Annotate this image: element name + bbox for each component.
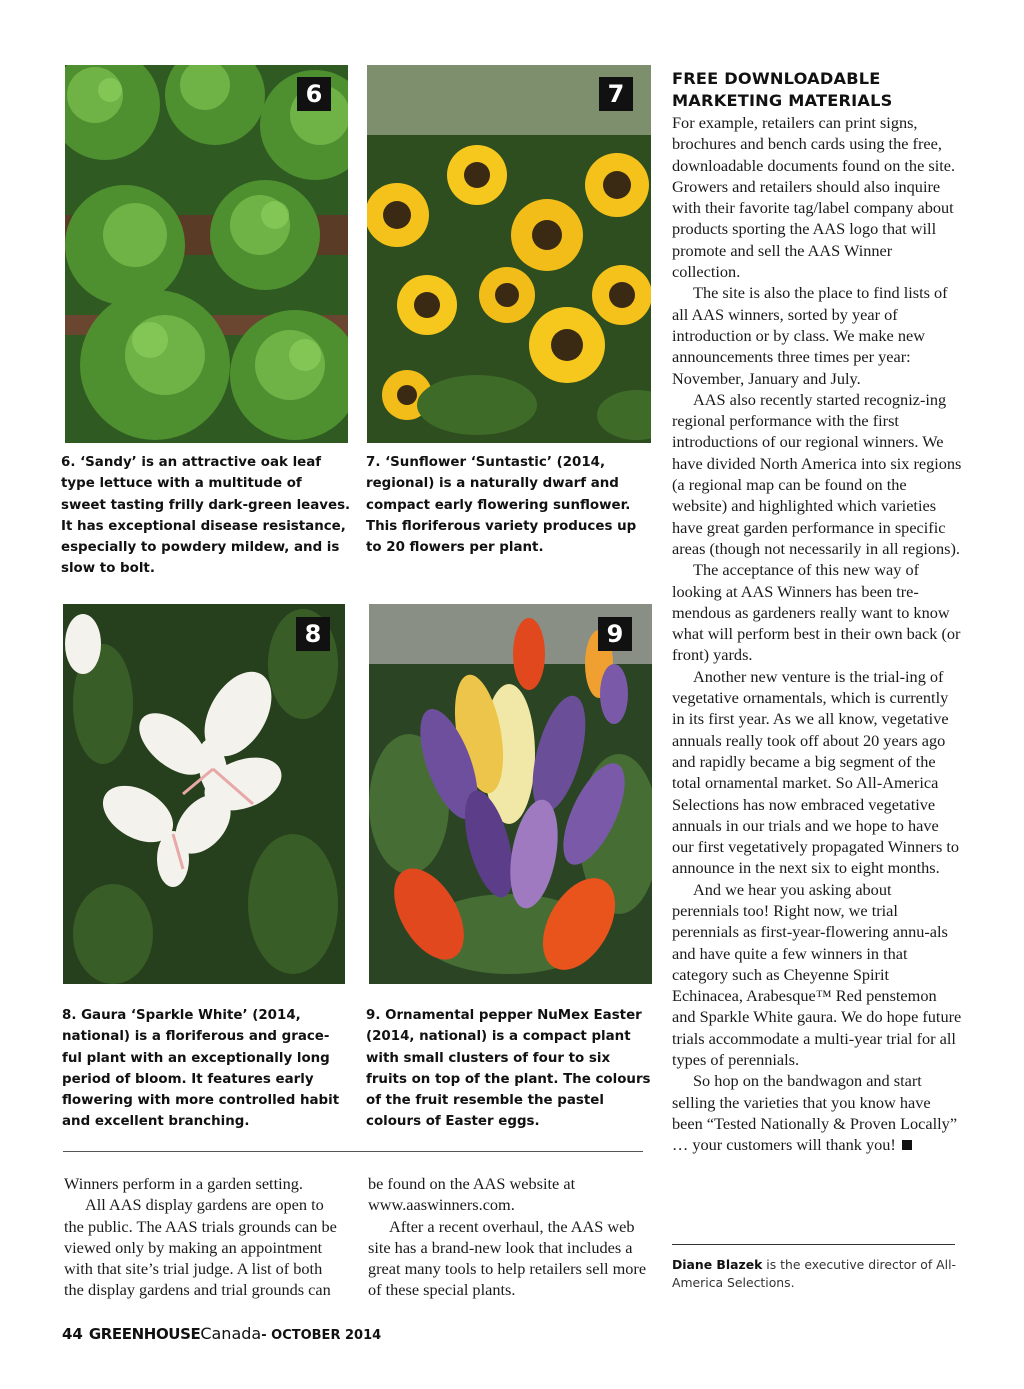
paragraph: The site is also the place to find lists of all AAS winners, sorted by year of introduction or by class. We make new announcements three times per year: November, January and July. (672, 283, 948, 388)
paragraph: Winners perform in a garden setting. (64, 1174, 303, 1193)
paragraph: All AAS display gardens are open to the public. The AAS trials grounds can be viewed only by making an appointment with that site’s trial judge. A list of both the display gardens and trial grounds can (64, 1195, 337, 1300)
paragraph: be found on the AAS website at www.aaswinners.com. (368, 1174, 576, 1215)
author-bio (672, 1256, 962, 1292)
photo-number-badge: 6 (297, 77, 331, 111)
article-column-right (672, 112, 962, 1156)
photo-caption: 7. ‘Sunflower ‘Suntastic’ (2014, regional) is a naturally dwarf and compact early flowering sunflower. This floriferous variety produces up to 20 flowers per plant. (366, 455, 637, 556)
magazine-name: GREENHOUSE (88, 1325, 201, 1343)
photo-caption: 6. ‘Sandy’ is an attractive oak leaf type lettuce with a multitude of sweet tasting frilly dark-green leaves. It has exceptional disease resistance, especially to powdery mildew, and is slow to bolt. (61, 455, 351, 577)
page-number: 44 (62, 1325, 83, 1343)
paragraph: After a recent overhaul, the AAS web site has a brand-new look that includes a great many tools to help retailers sell more of these special plants. (368, 1216, 647, 1300)
end-mark-icon (902, 1140, 912, 1150)
magazine-name-suffix: Canada (200, 1324, 262, 1343)
page-footer (62, 1324, 381, 1343)
gaura-photo (63, 604, 345, 984)
section-heading: FREE DOWNLOADABLE MARKETING MATERIALS (672, 69, 893, 110)
issue-date: - OCTOBER 2014 (261, 1328, 382, 1343)
lettuce-photo (65, 65, 348, 443)
section-divider (63, 1151, 643, 1152)
paragraph: For example, retailers can print signs, brochures and bench cards using the free, downloadable documents found on the site. Growers and retailers should also inquire with their favorite tag/label company about products sporting the AAS logo that will promote and sell the AAS Winner collection. (672, 113, 956, 282)
photo-caption: 9. Ornamental pepper NuMex Easter (2014, national) is a compact plant with small clusters of four to six fruits on top of the plant. The colours of the fruit resemble the pastel colours of Easter eggs. (366, 1008, 651, 1130)
article-column-left (64, 1173, 346, 1301)
photo-number-badge: 7 (599, 77, 633, 111)
paragraph-text: So hop on the bandwagon and start selling the varieties that you know have been “Tested Nationally & Proven Locally” … your customers will thank you! (672, 1071, 958, 1155)
author-name: Diane Blazek (672, 1257, 763, 1272)
paragraph: Another new venture is the trial-ing of vegetative ornamentals, which is currently in its first year. As we all know, vegetative annuals really took off about 20 years ago and rapidly became a big segment of the total ornamental market. So All-America Selections has now embraced vegetative annuals in our trials and we hope to have our first vegetatively propagated Winners to announce in the next six to eight months. (672, 666, 960, 878)
paragraph: AAS also recently started recogniz-ing regional performance with the first introductions of our regional winners. We have divided North America into six regions (a regional map can be found on the website) and highlighted which varieties have great garden performance in specific areas (though not necessarily in all regions). (672, 389, 962, 558)
bio-divider (672, 1244, 955, 1245)
paragraph: And we hear you asking about perennials too! Right now, we trial perennials as first-year-flowering annu-als and have quite a few winners in that category such as Cheyenne Spirit Echinacea, Arabesque™ Red penstemon and Sparkle White gaura. We do hope future trials accommodate a multi-year trial for all types of perennials. (672, 879, 962, 1070)
photo-number-badge: 9 (598, 617, 632, 651)
pepper-photo (369, 604, 652, 984)
article-column-middle (368, 1173, 652, 1301)
paragraph-final (672, 1070, 962, 1155)
paragraph: The acceptance of this new way of looking at AAS Winners has been tre-mendous as gardeners really want to know what will perform best in their own back (or front) yards. (672, 560, 961, 665)
photo-number-badge: 8 (296, 617, 330, 651)
author-description: is the executive director of All-America Selections. (672, 1257, 956, 1290)
photo-caption: 8. Gaura ‘Sparkle White’ (2014, national) is a floriferous and grace-ful plant with an exceptionally long period of bloom. It features early flowering with more controlled habit and excellent branching. (62, 1008, 340, 1130)
sunflower-photo (367, 65, 651, 443)
